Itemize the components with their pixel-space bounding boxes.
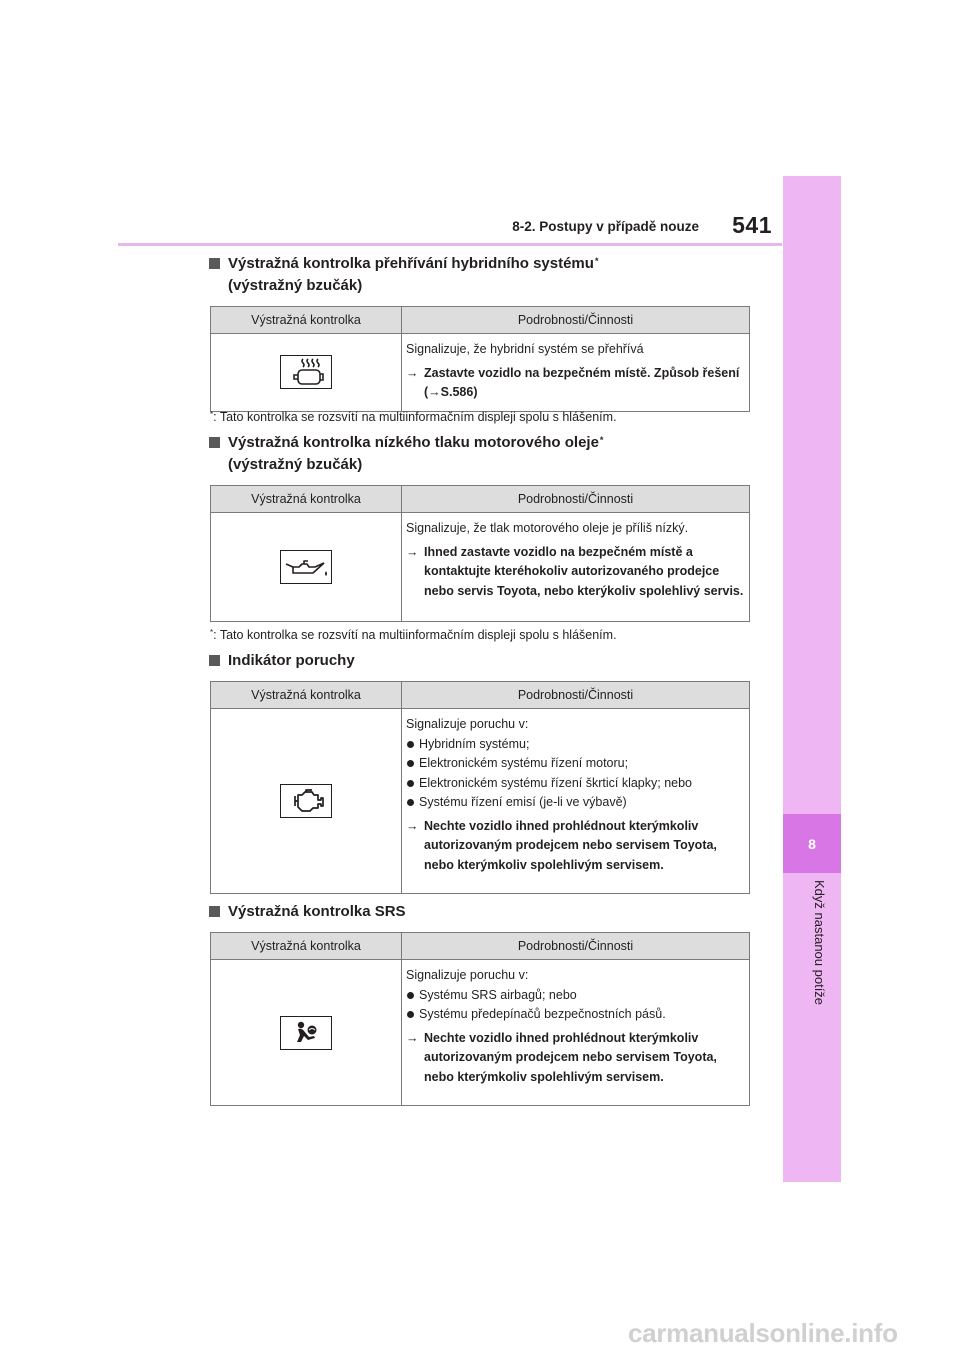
section-heading-oil-pressure — [209, 432, 603, 476]
arrow-icon: → — [406, 365, 419, 380]
footnote-mark: * — [599, 435, 604, 445]
action-text: → Ihned zastavte vozidlo na bezpečném místě a kontaktujte kteréhokoliv autorizovaného prodejce nebo servis Toyota, nebo kterýkoliv spolehlivý servis. — [406, 544, 744, 598]
column-header-indicator: Výstražná kontrolka — [211, 486, 402, 513]
arrow-icon: → — [406, 818, 419, 833]
heading-text: Výstražná kontrolka SRS — [228, 903, 406, 920]
details-cell — [402, 334, 750, 412]
list-item: Elektronickém systému řízení škrticí klapky; nebo — [406, 774, 745, 794]
warning-table-hybrid-overheat — [210, 306, 750, 412]
column-header-indicator: Výstražná kontrolka — [211, 682, 402, 709]
check-engine-icon — [280, 784, 332, 818]
indicator-cell — [211, 709, 402, 894]
square-bullet-icon — [209, 258, 220, 269]
details-cell — [402, 709, 750, 894]
footnote: *: Tato kontrolka se rozsvítí na multiinformačním displeji spolu s hlášením. — [210, 410, 617, 424]
column-header-indicator: Výstražná kontrolka — [211, 933, 402, 960]
heading-subtext: (výstražný bzučák) — [228, 456, 363, 473]
oil-pressure-icon — [280, 550, 332, 584]
action-text: → Zastavte vozidlo na bezpečném místě. Způsob řešení (→S.586) — [406, 365, 740, 399]
section-title: 8-2. Postupy v případě nouze — [512, 219, 699, 234]
chapter-number: 8 — [783, 814, 841, 873]
watermark: carmanualsonline.info — [628, 1318, 898, 1348]
column-header-details: Podrobnosti/Činnosti — [402, 307, 750, 334]
section-heading-srs — [209, 901, 406, 923]
list-item: Elektronickém systému řízení motoru; — [406, 754, 745, 774]
warning-table-oil-pressure — [210, 485, 750, 622]
list-item: Systému řízení emisí (je-li ve výbavě) — [406, 793, 745, 813]
description-text: Signalizuje poruchu v: — [406, 968, 529, 982]
indicator-cell — [211, 334, 402, 412]
square-bullet-icon — [209, 437, 220, 448]
heading-text: Indikátor poruchy — [228, 652, 355, 669]
heading-subtext: (výstražný bzučák) — [228, 277, 363, 294]
section-heading-hybrid-overheat — [209, 253, 598, 297]
column-header-indicator: Výstražná kontrolka — [211, 307, 402, 334]
heading-text: Výstražná kontrolka přehřívání hybridního systému — [228, 255, 594, 272]
chapter-label: Když nastanou potíže — [812, 880, 827, 1006]
indicator-cell — [211, 513, 402, 622]
details-cell — [402, 960, 750, 1106]
square-bullet-icon — [209, 655, 220, 666]
description-text: Signalizuje poruchu v: — [406, 717, 529, 731]
list-item: Systému předepínačů bezpečnostních pásů. — [406, 1005, 745, 1025]
action-text: → Nechte vozidlo ihned prohlédnout kterýmkoliv autorizovaným prodejcem nebo servisem Toyota, nebo kterýmkoliv spolehlivým servisem. — [406, 818, 717, 872]
indicator-cell — [211, 960, 402, 1106]
arrow-icon: → — [406, 1030, 419, 1045]
arrow-icon: → — [406, 544, 419, 559]
description-text: Signalizuje, že tlak motorového oleje je příliš nízký. — [406, 521, 689, 535]
column-header-details: Podrobnosti/Činnosti — [402, 486, 750, 513]
square-bullet-icon — [209, 906, 220, 917]
page-number: 541 — [732, 212, 772, 238]
column-header-details: Podrobnosti/Činnosti — [402, 933, 750, 960]
description-text: Signalizuje, že hybridní systém se přehřívá — [406, 342, 644, 356]
footnote: *: Tato kontrolka se rozsvítí na multiinformačním displeji spolu s hlášením. — [210, 628, 617, 642]
action-text: → Nechte vozidlo ihned prohlédnout kterýmkoliv autorizovaným prodejcem nebo servisem Toyota, nebo kterýmkoliv spolehlivým servisem. — [406, 1030, 717, 1084]
heading-text: Výstražná kontrolka nízkého tlaku motorového oleje — [228, 434, 599, 451]
list-item: Hybridním systému; — [406, 735, 745, 755]
details-cell — [402, 513, 750, 622]
header-rule — [118, 243, 782, 246]
warning-table-malfunction — [210, 681, 750, 894]
list-item: Systému SRS airbagů; nebo — [406, 986, 745, 1006]
hybrid-overheat-icon — [280, 355, 332, 389]
side-tab — [783, 176, 841, 1182]
column-header-details: Podrobnosti/Činnosti — [402, 682, 750, 709]
warning-table-srs — [210, 932, 750, 1106]
footnote-mark: * — [594, 256, 599, 266]
section-heading-malfunction — [209, 650, 355, 672]
srs-airbag-icon — [280, 1016, 332, 1050]
